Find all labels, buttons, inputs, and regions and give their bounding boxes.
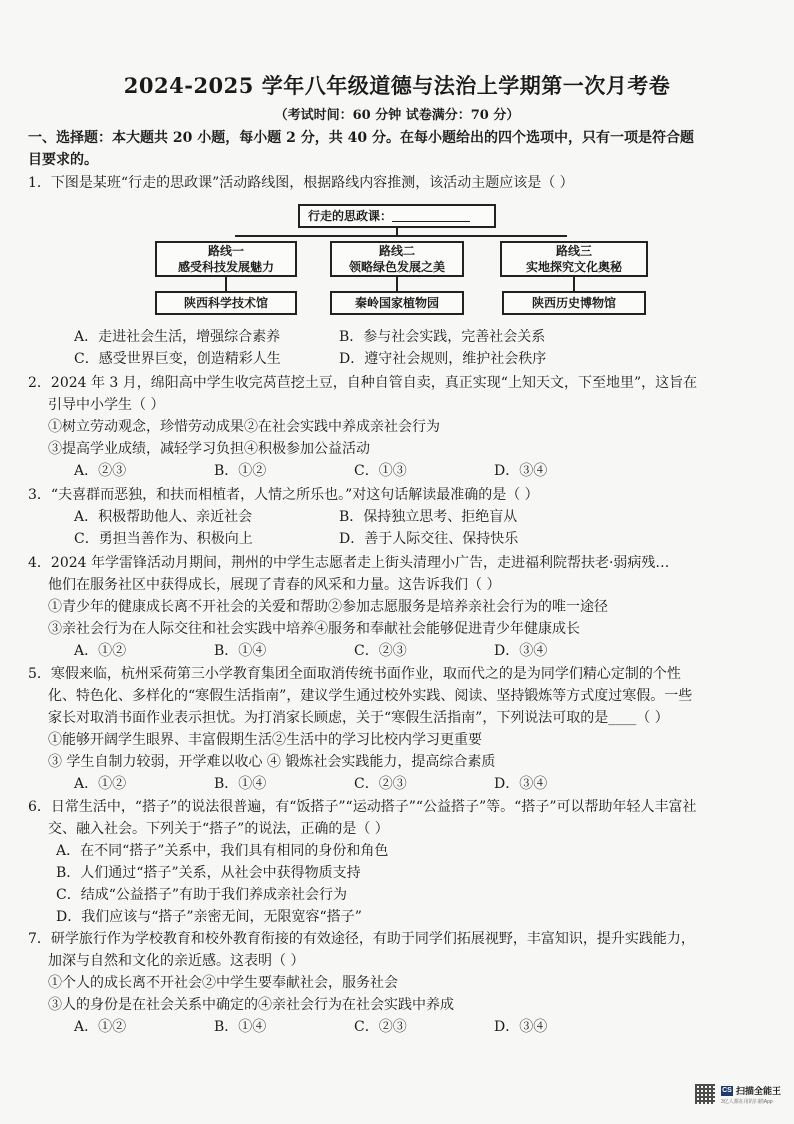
- diagram-blank: [392, 211, 470, 222]
- place-box-1: 陕西科学技术馆: [155, 291, 297, 315]
- statement-line: ①树立劳动观念，珍惜劳动成果②在社会实践中养成亲社会行为: [48, 419, 440, 435]
- question-3: [28, 484, 773, 550]
- option-a[interactable]: A．①②: [74, 776, 127, 792]
- option-d[interactable]: D．③④: [494, 1019, 548, 1035]
- place-box-3: 陕西历史博物馆: [502, 291, 646, 315]
- question-stem: 他们在服务社区中获得成长，展现了青春的风采和力量。这告诉我们（ ）: [48, 577, 501, 593]
- option-c[interactable]: C．结成“公益搭子”有助于我们养成亲社会行为: [56, 887, 348, 903]
- diagram-connector: [573, 277, 575, 291]
- statement-line: ③人的身份是在社会关系中确定的④亲社会行为在社会实践中养成: [48, 997, 454, 1013]
- option-a[interactable]: A．②③: [74, 463, 127, 479]
- diagram-connector: [396, 277, 398, 291]
- option-d[interactable]: D．③④: [494, 463, 548, 479]
- option-b[interactable]: B．①②: [214, 463, 267, 479]
- statement-line: ③提高学业成绩，减轻学习负担④积极参加公益活动: [48, 441, 370, 457]
- options-row: [28, 506, 773, 528]
- question-1-options: [28, 326, 773, 370]
- option-a[interactable]: A．在不同“搭子”关系中，我们具有相同的身份和角色: [56, 843, 389, 859]
- option-c[interactable]: C．②③: [354, 776, 407, 792]
- option-d[interactable]: D．善于人际交往、保持快乐: [339, 531, 519, 547]
- question-5: [28, 663, 773, 795]
- route-title: 路线一: [207, 244, 244, 258]
- question-7: [28, 928, 773, 1038]
- options-row: [28, 640, 773, 662]
- option-d[interactable]: D．③④: [494, 643, 548, 659]
- section-line: 目要求的。: [28, 152, 98, 168]
- options-row: [28, 460, 773, 482]
- statement-line: ③亲社会行为在人际交往和社会实践中培养④服务和奉献社会能够促进青少年健康成长: [48, 621, 580, 637]
- question-stem: 5．寒假来临，杭州采荷第三小学教育集团全面取消传统书面作业，取而代之的是为同学们精心定制的个性: [28, 666, 681, 682]
- option-b[interactable]: B．参与社会实践，完善社会关系: [339, 329, 546, 345]
- route-diagram: [150, 204, 670, 320]
- options-row: [28, 1016, 773, 1038]
- route-desc: 领略绿色发展之美: [348, 260, 445, 274]
- option-c[interactable]: C．感受世界巨变，创造精彩人生: [74, 351, 281, 367]
- option-a[interactable]: A．走进社会生活，增强综合素养: [74, 329, 281, 345]
- option-a[interactable]: A．积极帮助他人、亲近社会: [74, 509, 253, 525]
- route-title: 路线二: [378, 244, 415, 258]
- option-d[interactable]: D．③④: [494, 776, 548, 792]
- options-row: [28, 773, 773, 795]
- scanner-app-tagline: 3亿人都在用的扫描App: [721, 1099, 773, 1105]
- question-6: [28, 796, 773, 928]
- diagram-connector: [225, 277, 227, 291]
- qr-code-icon: [695, 1084, 715, 1104]
- question-stem: 加深与自然和文化的亲近感。这表明（ ）: [48, 953, 305, 969]
- route-box-1: [155, 241, 297, 277]
- option-c[interactable]: C．②③: [354, 1019, 407, 1035]
- question-stem: 6．日常生活中，“搭子”的说法很普遍，有“饭搭子”“运动搭子”“公益搭子”等。“搭子”可以帮助年轻人丰富社: [28, 799, 697, 815]
- option-b[interactable]: B．①④: [214, 776, 267, 792]
- route-box-2: [330, 241, 464, 277]
- route-desc: 感受科技发展魅力: [177, 260, 274, 274]
- question-stem: 家长对取消书面作业表示担忧。为打消家长顾虑，关于“寒假生活指南”，下列说法可取的是____（ ）: [48, 710, 669, 726]
- question-stem: 2．2024 年 3 月，绵阳高中学生收完莴苣挖土豆，自种自管自卖，真正实现“上知天文，下至地里”，这旨在: [28, 375, 698, 391]
- diagram-top-label: 行走的思政课：: [308, 209, 393, 223]
- statement-line: ①能够开阔学生眼界、丰富假期生活②生活中的学习比校内学习更重要: [48, 732, 482, 748]
- question-stem: 3．“夫喜群而恶独，和扶而相植者，人情之所乐也。”对这句话解读最准确的是（ ）: [28, 487, 539, 503]
- question-1: [28, 172, 773, 194]
- question-2: [28, 372, 773, 482]
- question-stem: 4．2024 年学雷锋活动月期间，荆州的中学生志愿者走上街头清理小广告，走进福利院帮扶老·弱病残…: [28, 555, 670, 571]
- section-line: 一、选择题：本大题共 20 小题，每小题 2 分，共 40 分。在每小题给出的四个选项中，只有一项是符合题: [28, 130, 694, 146]
- exam-title: 2024-2025 学年八年级道德与法治上学期第一次月考卷: [123, 73, 671, 98]
- option-c[interactable]: C．勇担当善作为、积极向上: [74, 531, 253, 547]
- statement-line: ③ 学生自制力较弱，开学难以收心 ④ 锻炼社会实践能力，提高综合素质: [48, 754, 496, 770]
- exam-subtitle: （考试时间：60 分钟 试卷满分：70 分）: [274, 108, 520, 123]
- option-b[interactable]: B．人们通过“搭子”关系，从社会中获得物质支持: [56, 865, 361, 881]
- option-a[interactable]: A．①②: [74, 643, 127, 659]
- scanner-app-name: 扫描全能王: [736, 1086, 782, 1096]
- camscanner-logo: CS: [722, 1087, 732, 1094]
- question-stem: 交、融入社会。下列关于“搭子”的说法，正确的是（ ）: [48, 821, 389, 837]
- options-row: [28, 326, 773, 348]
- diagram-connector: [235, 235, 567, 237]
- statement-line: ①青少年的健康成长离不开社会的关爱和帮助②参加志愿服务是培养亲社会行为的唯一途径: [48, 599, 608, 615]
- route-desc: 实地探究文化奥秘: [525, 260, 622, 274]
- option-a[interactable]: A．①②: [74, 1019, 127, 1035]
- option-d[interactable]: D．我们应该与“搭子”亲密无间，无限宽容“搭子”: [56, 909, 362, 925]
- option-c[interactable]: C．②③: [354, 643, 407, 659]
- question-stem: 化、特色化、多样化的“寒假生活指南”，建议学生通过校外实践、阅读、坚持锻炼等方式度过寒假。一些: [48, 688, 693, 704]
- option-b[interactable]: B．①④: [214, 643, 267, 659]
- question-stem: 引导中小学生（ ）: [48, 397, 165, 413]
- option-d[interactable]: D．遵守社会规则，维护社会秩序: [339, 351, 547, 367]
- place-box-2: 秦岭国家植物园: [330, 291, 464, 315]
- question-stem: 1．下图是某班“行走的思政课”活动路线图，根据路线内容推测，该活动主题应该是（ ）: [28, 175, 574, 191]
- option-b[interactable]: B．①④: [214, 1019, 267, 1035]
- section-heading: [28, 127, 768, 171]
- diagram-top-box: [298, 204, 496, 228]
- options-row: [28, 348, 773, 370]
- option-b[interactable]: B．保持独立思考、拒绝盲从: [339, 509, 518, 525]
- options-row: [28, 528, 773, 550]
- route-title: 路线三: [555, 244, 592, 258]
- statement-line: ①个人的成长离不开社会②中学生要奉献社会，服务社会: [48, 975, 398, 991]
- route-box-3: [500, 241, 648, 277]
- question-4: [28, 552, 773, 662]
- option-c[interactable]: C．①③: [354, 463, 407, 479]
- question-stem: 7．研学旅行作为学校教育和校外教育衔接的有效途径，有助于同学们拓展视野，丰富知识，提升实践能力，: [28, 931, 695, 947]
